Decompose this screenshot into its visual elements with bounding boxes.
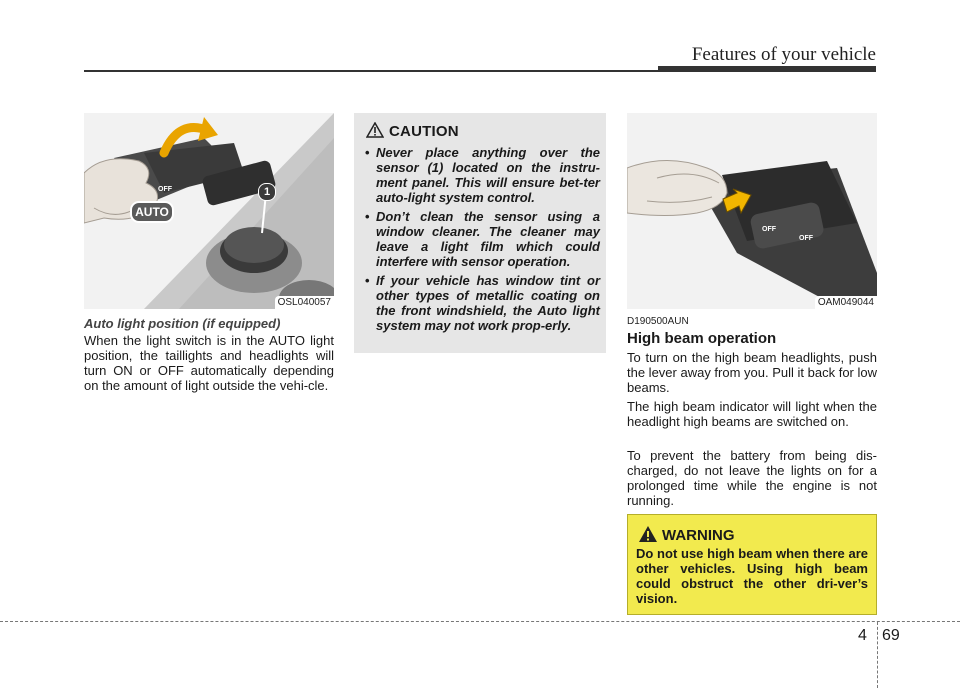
section-code: D190500AUN	[627, 316, 689, 327]
paragraph: The high beam indicator will light when the headlight high beams are switched on.	[627, 399, 877, 429]
footer-rule	[0, 621, 960, 622]
warning-triangle-icon	[638, 525, 658, 543]
lever-off-label: OFF	[762, 226, 776, 233]
caution-item: • Never place anything over the sensor (1) located on the instru-ment panel. This will ensure bet-ter auto-light system control.	[365, 145, 600, 205]
caution-item: • Don’t clean the sensor using a window cleaner. The cleaner may leave a light film which could interfere with sensor operation.	[365, 209, 600, 269]
header-rule-accent	[658, 66, 876, 72]
paragraph: To prevent the battery from being dis-charged, do not leave the lights on for a prolonged time while the engine is not running.	[627, 448, 877, 508]
caution-item: • If your vehicle has window tint or other types of metallic coating on the front windshield, the Auto light system may not work prop-erly.	[365, 273, 600, 333]
footer-divider	[877, 622, 878, 688]
warning-title: WARNING	[662, 527, 735, 544]
chapter-number: 4	[858, 627, 867, 644]
warning-text: Do not use high beam when there are other vehicles. Using high beam could obstruct the other dri-ver’s vision.	[636, 546, 868, 606]
image-code: OSL040057	[275, 296, 334, 309]
caution-title: CAUTION	[389, 123, 459, 140]
paragraph: To turn on the high beam headlights, push the lever away from you. Pull it back for low beams.	[627, 350, 877, 395]
section-heading: High beam operation	[627, 330, 777, 347]
sensor-marker-1: 1	[258, 183, 276, 201]
auto-label-badge: AUTO	[130, 201, 174, 223]
high-beam-lever-photo	[627, 113, 877, 309]
lever-off-label: OFF	[158, 186, 172, 193]
auto-light-switch-photo	[84, 113, 334, 309]
caution-triangle-icon	[366, 122, 384, 138]
page-number: 69	[882, 627, 900, 644]
header-title: Features of your vehicle	[691, 44, 876, 65]
lever-off-label: OFF	[799, 235, 813, 242]
caution-list	[365, 145, 600, 337]
image-caption: Auto light position (if equipped)	[84, 316, 281, 331]
image-code: OAM049044	[815, 296, 877, 309]
auto-light-description: When the light switch is in the AUTO light position, the taillights and headlights will turn ON or OFF automatically depending on the amount of light outside the vehi-cle.	[84, 333, 334, 393]
